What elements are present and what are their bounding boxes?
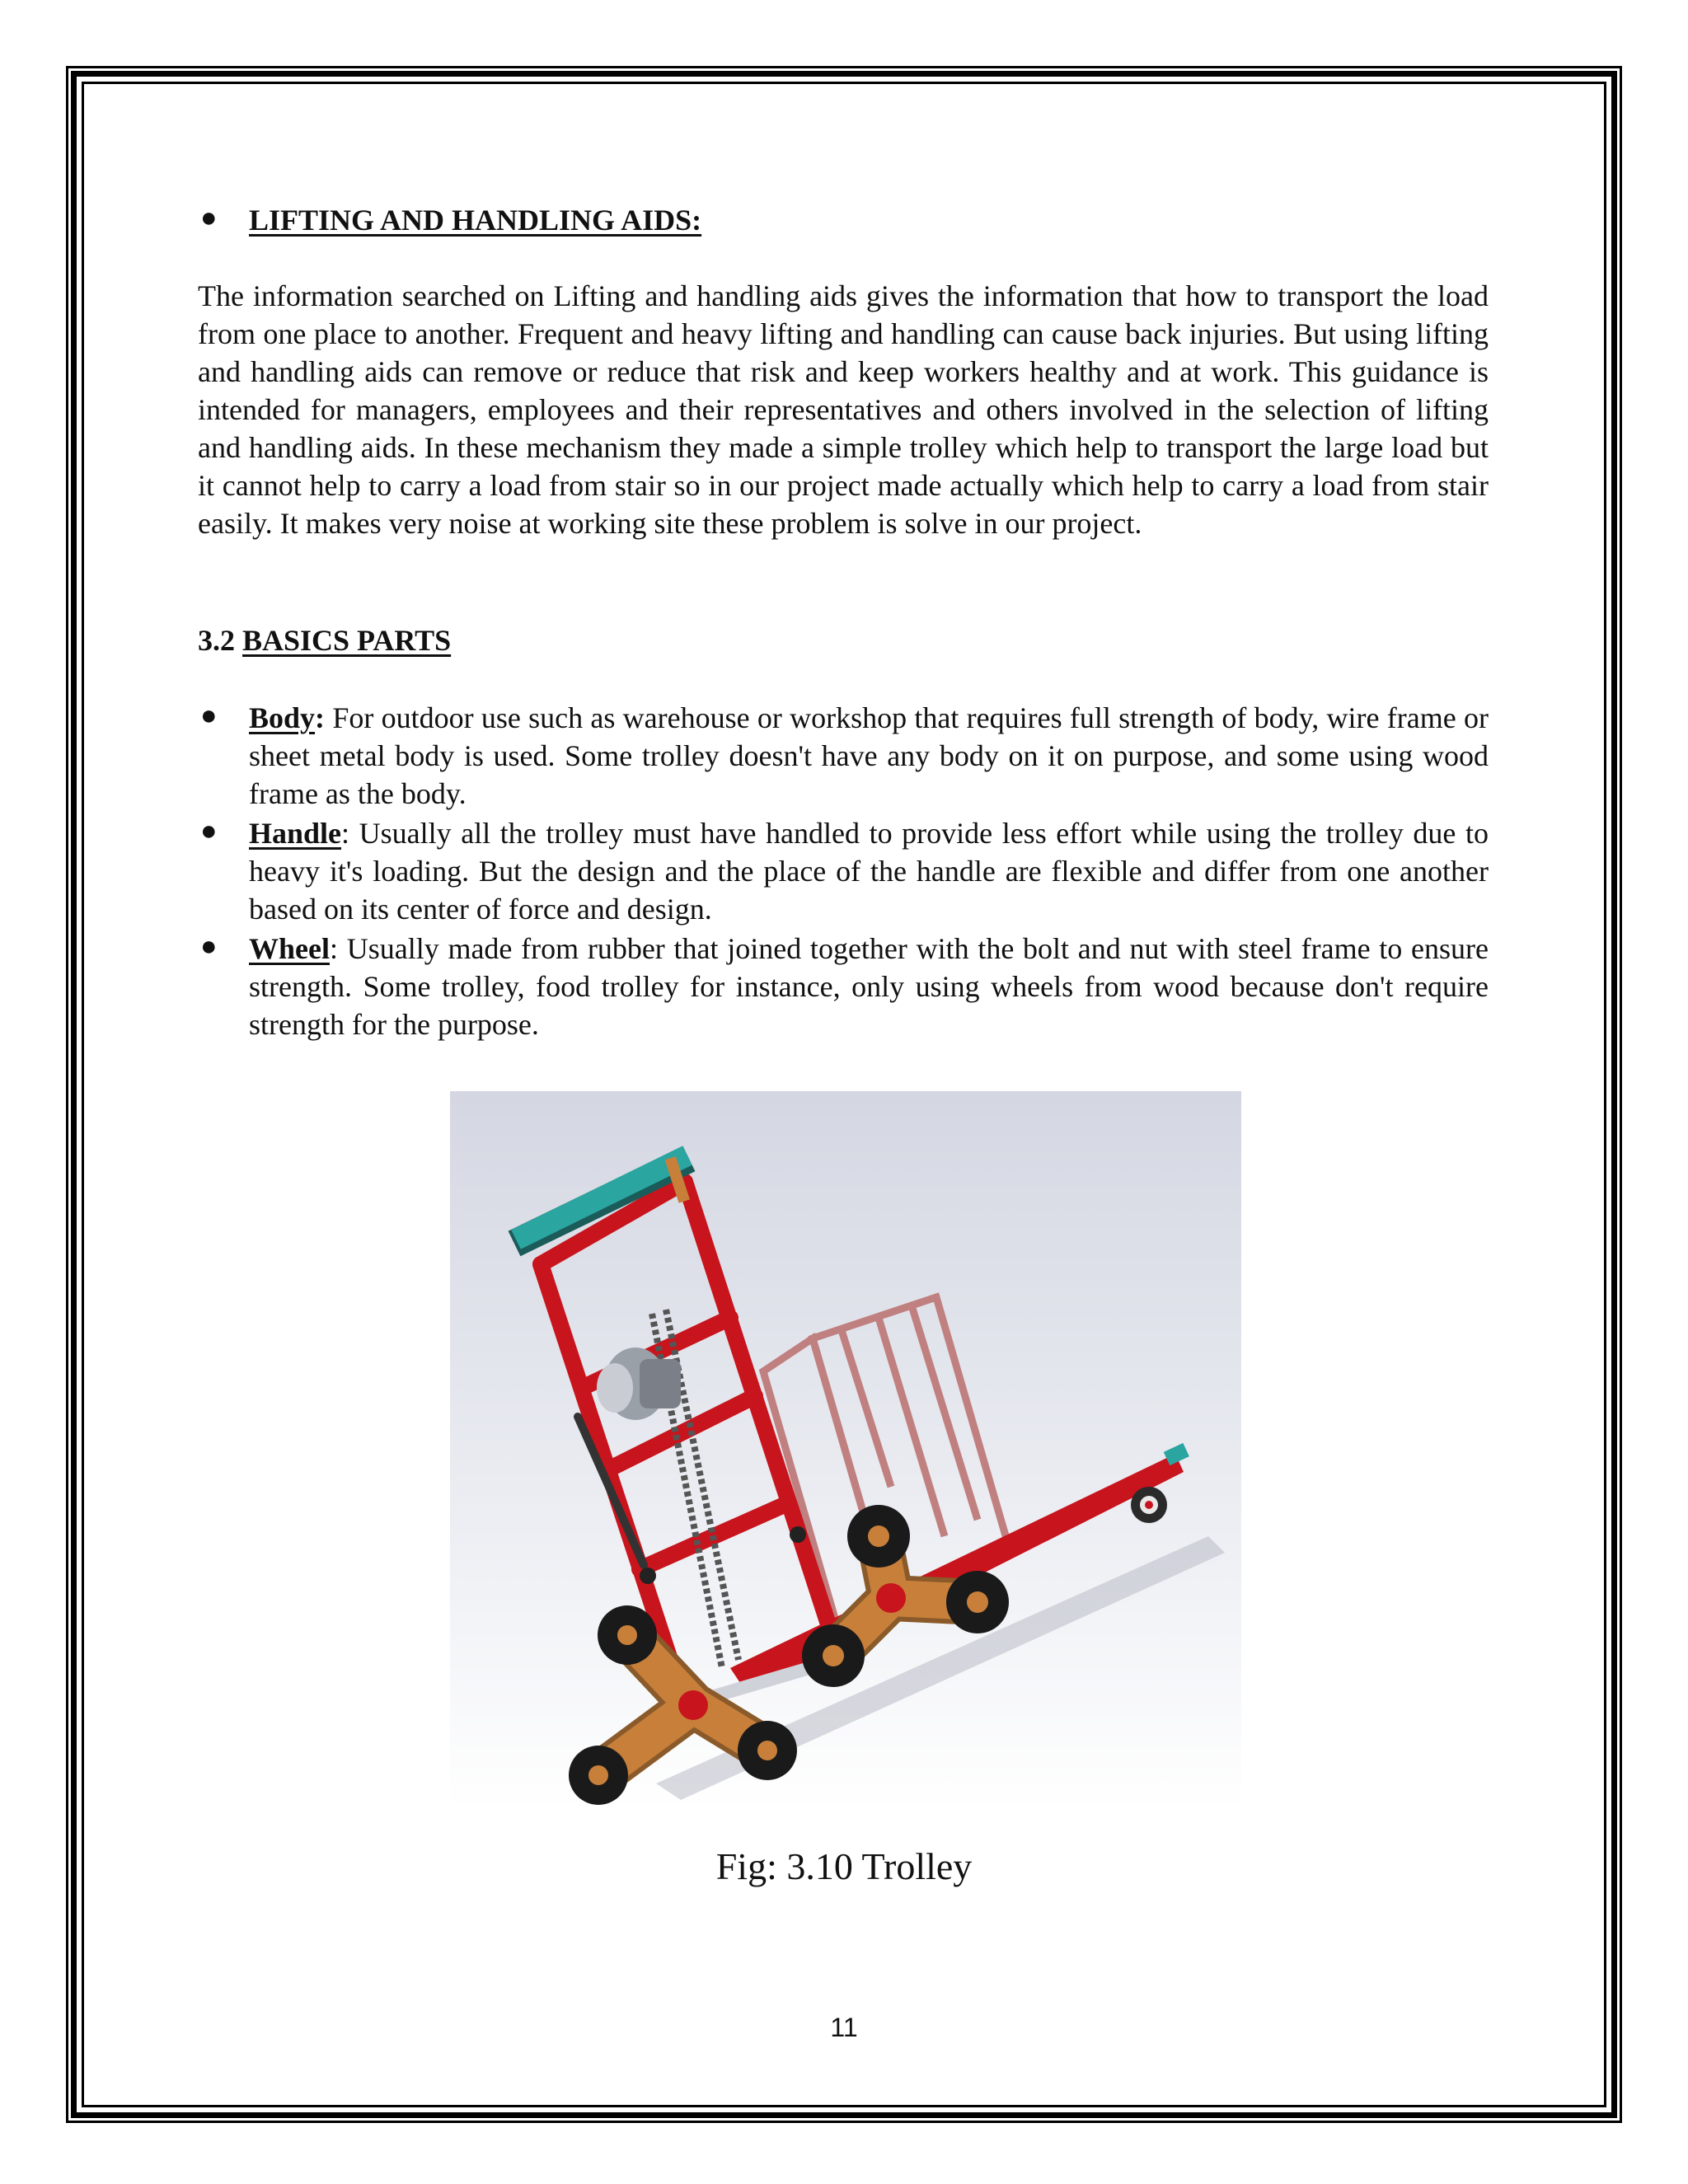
list-item-wheel: Wheel: Usually made from rubber that joined together with the bolt and nut with steel frame to ensure strength. Some trolley, food trolley for instance, only using wheels from wood because don't require strength for the purpose.: [249, 932, 1489, 1041]
section-heading-lifting: LIFTING AND HANDLING AIDS:: [249, 204, 702, 237]
figure-caption: Fig: 3.10 Trolley: [715, 1845, 973, 1887]
bullet-icon: ●: [200, 701, 218, 731]
bullet-icon: ●: [200, 931, 218, 962]
page-number: 11: [830, 2013, 858, 2042]
lifting-paragraph: The information searched on Lifting and handling aids gives the information that how to transport the load from one place to another. Frequent and heavy lifting and handling can cause back injuries. But using lifting and handling aids can remove or reduce that risk and keep workers healthy and at work. This guidance is intended for managers, employees and their representatives and others involved in the selection of lifting and handling aids. In these mechanism they made a simple trolley which help to transport the large load but it cannot help to carry a load from stair so in our project made actually which help to carry a load from stair easily. It makes very noise at working site these problem is solve in our project.: [198, 279, 1489, 540]
section-heading-basic-parts: 3.2 BASICS PARTS: [198, 624, 452, 657]
bullet-icon: ●: [200, 816, 218, 846]
list-item-body: Body: For outdoor use such as warehouse or workshop that requires full strength of body, wire frame or sheet metal body is used. Some trolley doesn't have any body on it on purpose, and some using wood frame as the body.: [249, 701, 1489, 810]
bullet-icon: ●: [200, 203, 218, 233]
trolley-figure: [450, 1091, 1241, 1810]
list-item-handle: Handle: Usually all the trolley must have handled to provide less effort while using the trolley due to heavy it's loading. But the design and the place of the handle are flexible and differ from one another based on its center of force and design.: [249, 817, 1489, 926]
trolley-illustration: [450, 1091, 1241, 1810]
